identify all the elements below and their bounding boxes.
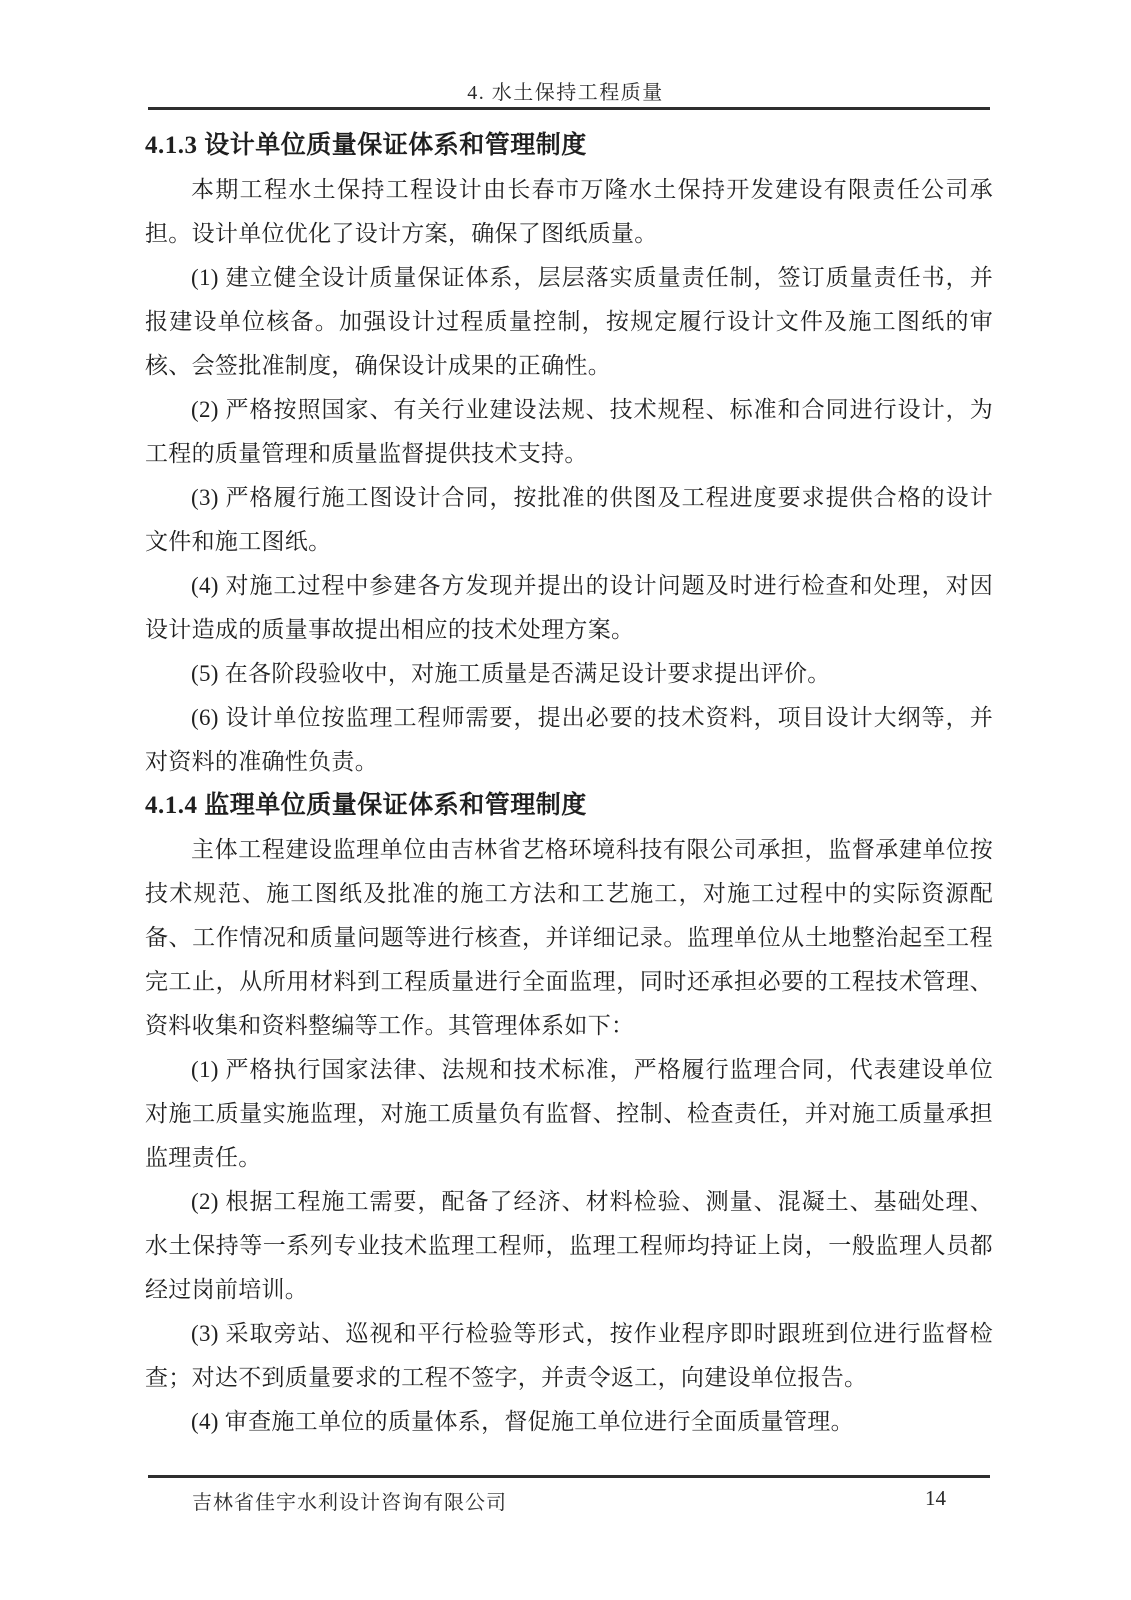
document-body <box>145 124 993 1444</box>
body-paragraph: (1) 建立健全设计质量保证体系，层层落实质量责任制，签订质量责任书，并报建设单位核备。加强设计过程质量控制，按规定履行设计文件及施工图纸的审核、会签批准制度，确保设计成果的正确性。 <box>145 265 993 378</box>
body-paragraph: (3) 采取旁站、巡视和平行检验等形式，按作业程序即时跟班到位进行监督检查；对达不到质量要求的工程不签字，并责令返工，向建设单位报告。 <box>145 1321 993 1390</box>
section-heading: 4.1.3 设计单位质量保证体系和管理制度 <box>145 132 587 159</box>
body-paragraph: 主体工程建设监理单位由吉林省艺格环境科技有限公司承担，监督承建单位按技术规范、施工图纸及批准的施工方法和工艺施工，对施工过程中的实际资源配备、工作情况和质量问题等进行核查，并详细记录。监理单位从土地整治起至工程完工止，从所用材料到工程质量进行全面监理，同时还承担必要的工程技术管理、资料收集和资料整编等工作。其管理体系如下： <box>145 837 993 1038</box>
body-paragraph: (4) 审查施工单位的质量体系，督促施工单位进行全面质量管理。 <box>191 1409 854 1434</box>
footer-company-name: 吉林省佳宇水利设计咨询有限公司 <box>192 1492 507 1514</box>
body-paragraph: (6) 设计单位按监理工程师需要，提出必要的技术资料，项目设计大纲等，并对资料的准确性负责。 <box>145 705 993 774</box>
body-paragraph: (3) 严格履行施工图设计合同，按批准的供图及工程进度要求提供合格的设计文件和施工图纸。 <box>145 485 993 554</box>
body-paragraph: 本期工程水土保持工程设计由长春市万隆水土保持开发建设有限责任公司承担。设计单位优化了设计方案，确保了图纸质量。 <box>145 177 993 246</box>
footer-page-number: 14 <box>925 1486 946 1510</box>
body-paragraph: (1) 严格执行国家法律、法规和技术标准，严格履行监理合同，代表建设单位对施工质量实施监理，对施工质量负有监督、控制、检查责任，并对施工质量承担监理责任。 <box>145 1057 993 1170</box>
header-divider-line <box>148 107 990 110</box>
body-paragraph: (2) 根据工程施工需要，配备了经济、材料检验、测量、混凝土、基础处理、水土保持等一系列专业技术监理工程师，监理工程师均持证上岗，一般监理人员都经过岗前培训。 <box>145 1189 993 1302</box>
body-paragraph: (5) 在各阶段验收中，对施工质量是否满足设计要求提出评价。 <box>191 661 831 686</box>
body-paragraph: (4) 对施工过程中参建各方发现并提出的设计问题及时进行检查和处理，对因设计造成的质量事故提出相应的技术处理方案。 <box>145 573 993 642</box>
body-paragraph: (2) 严格按照国家、有关行业建设法规、技术规程、标准和合同进行设计，为工程的质量管理和质量监督提供技术支持。 <box>145 397 993 466</box>
page-header-title: 4. 水土保持工程质量 <box>467 82 664 104</box>
footer-divider-line <box>148 1475 990 1478</box>
section-heading: 4.1.4 监理单位质量保证体系和管理制度 <box>145 792 587 819</box>
